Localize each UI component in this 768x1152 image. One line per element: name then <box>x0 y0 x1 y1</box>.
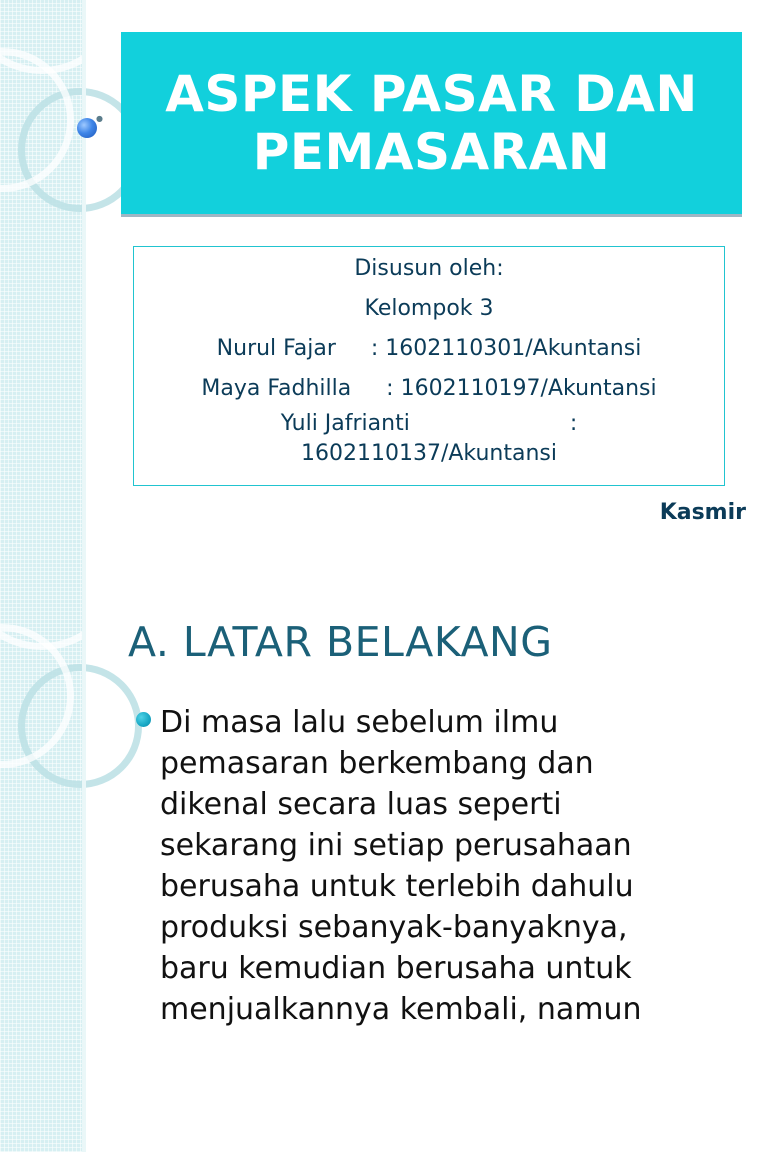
author-box <box>133 246 725 486</box>
bullet-text: Di masa lalu sebelum ilmu pemasaran berkembang dan dikenal secara luas seperti sekarang ini setiap perusahaan berusaha untuk terlebih dahulu produksi sebanyak-banyaknya, baru kemudian berusaha untuk menjualkannya kembali, namun <box>160 705 642 1027</box>
bullet-dot-icon <box>136 712 151 727</box>
slide-title: ASPEK PASAR DAN PEMASARAN <box>165 65 698 181</box>
decorative-side-panel <box>0 0 86 576</box>
author-intro: Disusun oleh: <box>354 256 504 281</box>
source-credit: Kasmir <box>659 500 746 525</box>
small-circle-icon: ● <box>96 114 103 123</box>
author-member-2: Maya Fadhilla : 1602110197/Akuntansi <box>201 376 657 401</box>
side-panel-edge <box>82 576 86 1152</box>
section-heading: A. LATAR BELAKANG <box>128 618 553 666</box>
bullet-item <box>130 702 730 1030</box>
side-panel-edge <box>82 0 86 576</box>
author-member-3-id: 1602110137/Akuntansi <box>300 441 557 466</box>
author-member-3 <box>134 409 724 439</box>
author-member-3-separator: : <box>569 411 578 436</box>
decorative-side-panel <box>0 576 86 1152</box>
author-member-3-name: Yuli Jafrianti <box>280 411 410 436</box>
content-slide <box>0 576 768 1152</box>
author-member-1: Nurul Fajar : 1602110301/Akuntansi <box>216 336 642 361</box>
author-group: Kelompok 3 <box>364 296 494 321</box>
title-box <box>121 32 742 217</box>
blue-orb-icon <box>77 118 97 138</box>
